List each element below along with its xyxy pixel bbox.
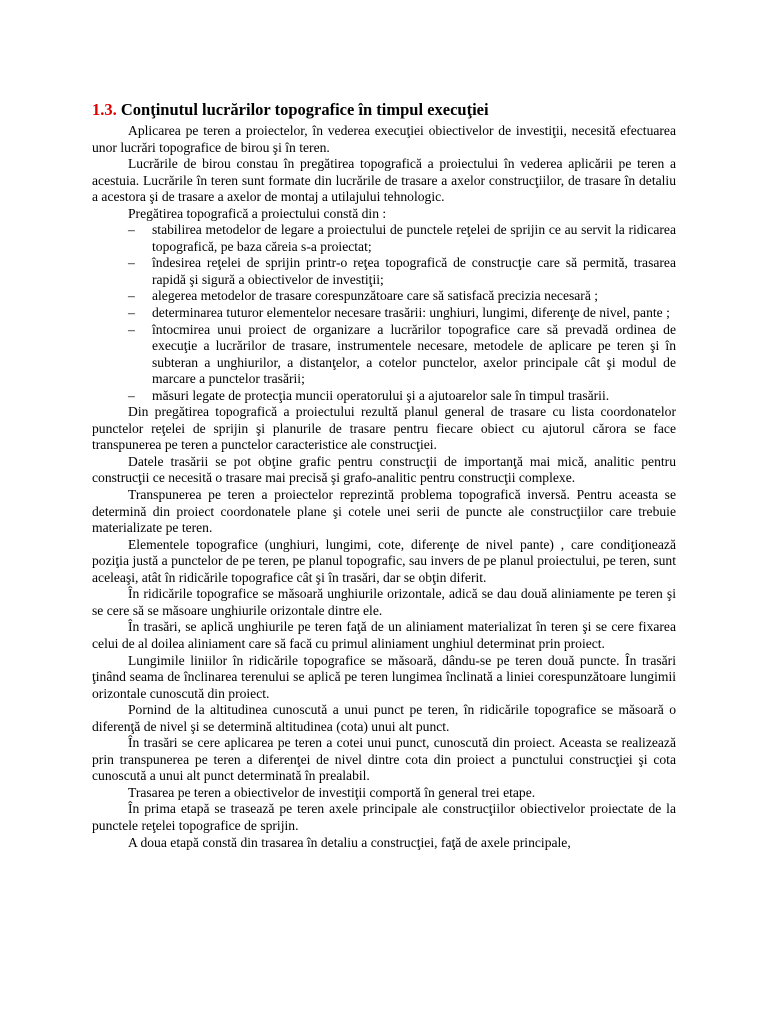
list-item-text: determinarea tuturor elementelor necesare trasării: unghiuri, lungimi, diferenţe de nivel, pante ;	[152, 305, 670, 321]
paragraph: Trasarea pe teren a obiectivelor de investiţii comportă în general trei etape.	[128, 784, 536, 800]
list-item-text: întocmirea unui proiect de organizare a lucrărilor topografice care să prevadă ordinea de execuţie a lucrărilor de trasare, instrumentele necesare, metodele de aplicare pe teren şi în subteran a unghiurilor, a distanţelor, a cotelor punctelor, axelor principale cât şi modul de marcare a punctelor trasării;	[152, 321, 676, 387]
paragraph: Din pregătirea topografică a proiectului rezultă planul general de trasare cu lista coordonatelor punctelor reţelei de sprijin şi planurile de trasare pentru fiecare obiect cu ajutorul cărora se face transpunerea pe teren a punctelor caracteristice ale construcţiei.	[92, 404, 676, 453]
paragraph: A doua etapă constă din trasarea în detaliu a construcţiei, faţă de axele principale,	[128, 834, 571, 850]
list-item	[92, 305, 676, 322]
list-item-text: alegerea metodelor de trasare corespunzătoare care să satisfacă precizia necesară ;	[152, 288, 599, 304]
bullet-list	[92, 222, 676, 404]
paragraph: Lucrările de birou constau în pregătirea topografică a proiectului în vederea aplicării pe teren a acestuia. Lucrările în teren sunt formate din lucrările de trasare a axelor construcţiilor, de trasare în detaliu a acestora şi de trasare a axelor de montaj a utilajului tehnologic.	[92, 156, 676, 205]
paragraph: Transpunerea pe teren a proiectelor reprezintă problema topografică inversă. Pentru aceasta se determină din proiect coordonatele plane şi cotele unei serii de puncte ale construcţiilor care trebuie materializate pe teren.	[92, 487, 676, 536]
paragraph: Aplicarea pe teren a proiectelor, în vederea execuţiei obiectivelor de investiţii, necesită efectuarea unor lucrări topografice de birou şi în teren.	[92, 123, 676, 155]
list-item-text: stabilirea metodelor de legare a proiectului de punctele reţelei de sprijin ce au servit la ridicarea topografică, pe baza căreia s-a proiectat;	[152, 222, 676, 254]
paragraph: Elementele topografice (unghiuri, lungimi, cote, diferenţe de nivel pante) , care condiţionează poziţia justă a punctelor de pe teren, pe planul topografic, sau invers de pe planul proiectului, pe teren, sunt aceleaşi, atât în ridicările topografice cât şi în trasări, dar se obţin diferit.	[92, 536, 676, 585]
dash-bullet: –	[128, 387, 135, 403]
list-item	[92, 388, 676, 405]
paragraph: În trasări, se aplică unghiurile pe teren faţă de un aliniament materializat în teren şi se cere fixarea celui de al doilea aliniament care să facă cu primul aliniament unghiul determinat prin proiect.	[92, 619, 676, 651]
paragraph: Lungimile liniilor în ridicările topografice se măsoară, dându-se pe teren două puncte. În trasări ţinând seama de înclinarea terenului se aplică pe teren lungimea înclinată a liniei corespunzătoare lungimii orizontale cunoscută din proiect.	[92, 652, 676, 701]
dash-bullet: –	[128, 222, 135, 238]
list-item	[92, 322, 676, 388]
document-content	[92, 100, 676, 851]
paragraph: Pornind de la altitudinea cunoscută a unui punct pe teren, în ridicările topografice se măsoară o diferenţă de nivel şi se determină altitudinea (cota) unui alt punct.	[92, 702, 676, 734]
list-item-text: măsuri legate de protecţia muncii operatorului şi a ajutoarelor sale în timpul trasării.	[152, 387, 610, 403]
paragraph: În trasări se cere aplicarea pe teren a cotei unui punct, cunoscută din proiect. Aceasta se realizează prin transpunerea pe teren a diferenţei de nivel dintre cota din proiect a punctului construcţiei şi cota cunoscută a unui alt punct determinată în prealabil.	[92, 735, 676, 784]
list-item	[92, 255, 676, 288]
dash-bullet: –	[128, 321, 135, 337]
section-number: 1.3.	[92, 100, 117, 119]
paragraph: În prima etapă se trasează pe teren axele principale ale construcţiilor obiectivelor proiectate de la punctele reţelei topografice de sprijin.	[92, 801, 676, 833]
dash-bullet: –	[128, 255, 135, 271]
section-title: Conţinutul lucrărilor topografice în timpul execuţiei	[116, 100, 489, 119]
paragraph: Pregătirea topografică a proiectului constă din :	[128, 205, 387, 221]
paragraph: Datele trasării se pot obţine grafic pentru construcţii de importanţă mai mică, analitic pentru construcţii ce necesită o trasare mai precisă şi grafo-analitic pentru construcţii complexe.	[92, 453, 676, 486]
section-heading	[92, 100, 676, 120]
list-item	[92, 222, 676, 255]
dash-bullet: –	[128, 288, 135, 304]
paragraph: În ridicările topografice se măsoară unghiurile orizontale, adică se dau două aliniamente pe teren şi se cere să se măsoare unghiurile orizontale dintre ele.	[92, 586, 676, 618]
list-item	[92, 288, 676, 305]
list-item-text: îndesirea reţelei de sprijin printr-o reţea topografică de construcţie care să permită, trasarea rapidă şi sigură a obiectivelor de investiţii;	[152, 255, 676, 287]
dash-bullet: –	[128, 305, 135, 321]
